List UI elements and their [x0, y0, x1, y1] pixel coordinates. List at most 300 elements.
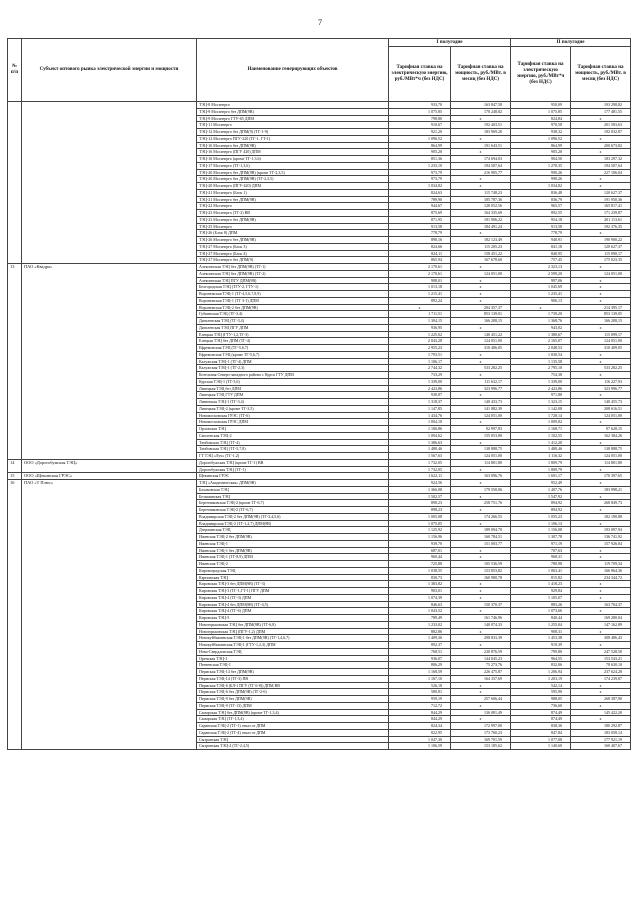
energy-rate-h1: 1 304,15: [389, 318, 451, 325]
power-rate-h2: 214 395,17: [571, 304, 631, 311]
table-row: [8, 480, 631, 487]
power-rate-h1: x: [451, 493, 511, 500]
power-rate-h2: x: [571, 682, 631, 689]
energy-rate-h2: 780,98: [511, 561, 571, 568]
object-name: Дзержинская ТЭЦ: [197, 527, 389, 534]
energy-rate-h2: 1 368,76: [511, 318, 571, 325]
object-name: Владимирская ТЭЦ-2 без ДПМ(9В) (ТГ-3,4,5,6): [197, 513, 389, 520]
energy-rate-h2: 1 339,00: [511, 378, 571, 385]
energy-rate-h1: 733,29: [389, 372, 451, 379]
power-rate-h2: 163 704,37: [571, 601, 631, 608]
energy-rate-h1: 1 106,59: [389, 743, 451, 750]
energy-rate-h1: 1 096,52: [389, 135, 451, 142]
power-rate-h2: x: [571, 324, 631, 331]
power-rate-h1: x: [451, 351, 511, 358]
energy-rate-h1: 2 043,28: [389, 338, 451, 345]
power-rate-h1: 141 882,39: [451, 405, 511, 412]
energy-rate-h1: 910,67: [389, 122, 451, 129]
power-rate-h1: 114 801,80: [451, 459, 511, 466]
object-name: Воронежская ТЭЦ-1 (ТГ-4,5,6,7,8,9): [197, 291, 389, 298]
power-rate-h2: 193 097,94: [571, 527, 631, 534]
energy-rate-h2: 1 077,08: [511, 736, 571, 743]
power-rate-h2: x: [571, 284, 631, 291]
power-rate-h2: 183 297,32: [571, 156, 631, 163]
energy-rate-h1: 898,23: [389, 500, 451, 507]
energy-rate-h2: 950,09: [511, 102, 571, 109]
power-rate-h2: 533 282,25: [571, 365, 631, 372]
object-name: Новокуйбышевская ТЭЦ-1 (ГТУ-1,2,3) ДПМ: [197, 642, 389, 649]
object-name: Орловская ТЭЦ: [197, 426, 389, 433]
energy-rate-h1: 898,23: [389, 507, 451, 514]
object-name: Ефремовская ТЭЦ (кроме ТГ-5,6,7): [197, 351, 389, 358]
energy-rate-h1: 822,95: [389, 729, 451, 736]
power-rate-h1: 173 760,23: [451, 729, 511, 736]
power-rate-h2: x: [571, 716, 631, 723]
power-rate-h1: 853 139,01: [451, 311, 511, 318]
object-name: Алексинская ТЭЦ ПГУ ДПМ(9В): [197, 277, 389, 284]
object-name: Новогорьковская ТЭЦ (ПГУ-1,2) ДПМ: [197, 628, 389, 635]
power-rate-h1: x: [451, 702, 511, 709]
energy-rate-h1: 959,19: [389, 696, 451, 703]
object-name: Новокуйбышевская ТЭЦ-1 без ДПМ(9В) (ТГ-1,4,6,7): [197, 635, 389, 642]
object-name: Дягилевская ТЭЦ ПГУ ДПМ: [197, 324, 389, 331]
power-rate-h2: x: [571, 372, 631, 379]
energy-rate-h1: 921,20: [389, 129, 451, 136]
power-rate-h1: x: [451, 466, 511, 473]
energy-rate-h1: 725,88: [389, 561, 451, 568]
energy-rate-h1: 1 106,17: [389, 358, 451, 365]
energy-rate-h1: 2 170,61: [389, 270, 451, 277]
power-rate-h2: 120 627,37: [571, 189, 631, 196]
energy-rate-h2: 1 412,20: [511, 439, 571, 446]
energy-rate-h2: x: [511, 304, 571, 311]
power-rate-h2: 124 051,00: [571, 453, 631, 460]
energy-rate-h1: 580,81: [389, 689, 451, 696]
energy-rate-h2: 1 102,55: [511, 432, 571, 439]
energy-rate-h2: 542,14: [511, 682, 571, 689]
power-rate-h2: x: [571, 588, 631, 595]
power-rate-h2: 140 455,73: [571, 399, 631, 406]
energy-rate-h1: 1 047,30: [389, 736, 451, 743]
energy-rate-h1: 871,95: [389, 216, 451, 223]
energy-rate-h1: 2 955,23: [389, 345, 451, 352]
power-rate-h2: x: [571, 480, 631, 487]
energy-rate-h1: 1 215,41: [389, 291, 451, 298]
energy-rate-h2: 1 453,38: [511, 635, 571, 642]
energy-rate-h2: 1 045,69: [511, 284, 571, 291]
power-rate-h1: 183 969,20: [451, 129, 511, 136]
energy-rate-h2: 736,60: [511, 702, 571, 709]
row-number: 15: [8, 473, 22, 480]
energy-rate-h2: 2 795,10: [511, 365, 571, 372]
object-name: Липецкая ТЭЦ ГТУ ДПМ: [197, 392, 389, 399]
power-rate-h1: x: [451, 520, 511, 527]
object-name: Пермская ТЭЦ-14 (ТГ-3) ПВ: [197, 675, 389, 682]
power-rate-h2: x: [571, 392, 631, 399]
power-rate-h1: 163 096,76: [451, 473, 511, 480]
power-rate-h1: 179 550,06: [451, 486, 511, 493]
power-rate-h2: x: [571, 702, 631, 709]
energy-rate-h2: 954,18: [511, 216, 571, 223]
object-name: Березниковская ТЭЦ-2 (ТГ-6,7): [197, 507, 389, 514]
energy-rate-h1: 1 004,10: [389, 419, 451, 426]
power-rate-h1: x: [451, 594, 511, 601]
power-rate-h1: 184 491,24: [451, 223, 511, 230]
object-name: Ижевская ТЭЦ-2 без ДПМ(9В): [197, 534, 389, 541]
object-name: Курская ТЭЦ-1 (ТГ-5,6): [197, 378, 389, 385]
energy-rate-h2: 1 009,82: [511, 419, 571, 426]
power-rate-h1: 164 337,69: [451, 675, 511, 682]
power-rate-h1: 170 248,82: [451, 108, 511, 115]
object-name: ТЭЦ-20 Мосэнерго без ДПМ(9В) (ТГ-2,3,5): [197, 176, 389, 183]
object-name: ТЭЦ-27 Мосэнерго (Блок 4): [197, 250, 389, 257]
energy-rate-h1: 1 233,02: [389, 621, 451, 628]
power-rate-h2: 183 998,21: [571, 486, 631, 493]
energy-rate-h2: 906,13: [511, 297, 571, 304]
energy-rate-h1: 824,63: [389, 189, 451, 196]
power-rate-h1: 169 701,59: [451, 736, 511, 743]
header-subject: Субъект оптового рынка электрической энергии и мощности: [22, 39, 197, 102]
power-rate-h1: x: [451, 392, 511, 399]
object-name: Смоленская ТЭЦ-2: [197, 432, 389, 439]
power-rate-h1: 136 081,49: [451, 709, 511, 716]
energy-rate-h2: 815,82: [511, 574, 571, 581]
object-name: Пермская ТЭЦ-9 без ДПМ(9В): [197, 696, 389, 703]
energy-rate-h2: 836,79: [511, 196, 571, 203]
power-rate-h2: 114 801,80: [571, 459, 631, 466]
power-rate-h2: 115 099,17: [571, 331, 631, 338]
energy-rate-h2: 894,92: [511, 500, 571, 507]
energy-rate-h2: 874,49: [511, 709, 571, 716]
energy-rate-h1: 908,01: [389, 277, 451, 284]
power-rate-h1: x: [451, 324, 511, 331]
energy-rate-h2: 836,48: [511, 189, 571, 196]
object-name: ТЭЦ-23 Мосэнерго (ТГ-2) ВВ: [197, 210, 389, 217]
header-no: № п/п: [8, 39, 22, 102]
power-rate-h1: 115 748,23: [451, 189, 511, 196]
object-name: Кировская ТЭЦ-4 без ДПМ(9В) (ТГ-4,5): [197, 601, 389, 608]
power-rate-h2: x: [571, 642, 631, 649]
power-rate-h1: 185 787,36: [451, 196, 511, 203]
table-row: [8, 264, 631, 271]
power-rate-h2: 124 051,00: [571, 338, 631, 345]
energy-rate-h1: 1 075,85: [389, 108, 451, 115]
power-rate-h2: 268 387,90: [571, 696, 631, 703]
power-rate-h2: 237 624,28: [571, 669, 631, 676]
power-rate-h1: x: [451, 284, 511, 291]
energy-rate-h2: 1 140,60: [511, 743, 571, 750]
power-rate-h1: 298 833,39: [451, 635, 511, 642]
power-rate-h2: x: [571, 466, 631, 473]
power-rate-h1: 92 997,83: [451, 426, 511, 433]
power-rate-h1: x: [451, 554, 511, 561]
object-name: Дягилевская ТЭЦ (ТГ-3,4): [197, 318, 389, 325]
object-name: ТЭЦ-16 Мосэнерго (кроме ТГ-1,3,6): [197, 156, 389, 163]
power-rate-h1: x: [451, 183, 511, 190]
power-rate-h1: 310 406,05: [451, 345, 511, 352]
energy-rate-h2: 997,06: [511, 277, 571, 284]
object-name: Кировская ТЭЦ-3 (ТГ-1,ГТ-1) ПГУ ДПМ: [197, 588, 389, 595]
power-rate-h1: x: [451, 277, 511, 284]
subject-name: [22, 102, 197, 264]
energy-rate-h1: 875,69: [389, 210, 451, 217]
object-name: Липецкая ТЭЦ-2 (кроме ТГ-3,5): [197, 405, 389, 412]
energy-rate-h2: 799,80: [511, 648, 571, 655]
power-rate-h2: 310 409,05: [571, 345, 631, 352]
power-rate-h1: x: [451, 176, 511, 183]
object-name: Оренская ТЭЦ-1: [197, 655, 389, 662]
power-rate-h1: x: [451, 358, 511, 365]
power-rate-h2: 200 673,82: [571, 142, 631, 149]
object-name: Пермская ТЭЦ-9 (ТГ-13) ДПМ: [197, 702, 389, 709]
power-rate-h2: 247 528,50: [571, 648, 631, 655]
power-rate-h1: 191 643,51: [451, 142, 511, 149]
power-rate-h1: 164 335,69: [451, 210, 511, 217]
subject-name: ООО «Щекинская ГРЭС»: [22, 473, 197, 480]
power-rate-h1: 105 536,59: [451, 561, 511, 568]
object-name: ТЭЦ-11 Мосэнерго: [197, 122, 389, 129]
energy-rate-h1: 789,49: [389, 615, 451, 622]
power-rate-h1: 75 273,76: [451, 662, 511, 669]
object-name: Новомосковская ГРЭС (ТГ-6): [197, 412, 389, 419]
energy-rate-h2: 938,32: [511, 129, 571, 136]
power-rate-h1: x: [451, 547, 511, 554]
energy-rate-h1: 882,86: [389, 628, 451, 635]
energy-rate-h2: 1 096,52: [511, 135, 571, 142]
energy-rate-h2: 1 206,94: [511, 669, 571, 676]
object-name: Ново-Свердловская ТЭЦ: [197, 648, 389, 655]
energy-rate-h1: 1 434,76: [389, 412, 451, 419]
object-name: Кировская ТЭЦ-3 без ДПМ(9В) (ТГ-3): [197, 581, 389, 588]
energy-rate-h1: 973,79: [389, 169, 451, 176]
energy-rate-h2: 841,18: [511, 243, 571, 250]
energy-rate-h1: 2 423,86: [389, 385, 451, 392]
power-rate-h1: x: [451, 507, 511, 514]
power-rate-h1: 216 905,77: [451, 169, 511, 176]
energy-rate-h2: 1 135,58: [511, 358, 571, 365]
energy-rate-h2: 2 165,07: [511, 338, 571, 345]
power-rate-h1: 160 784,51: [451, 534, 511, 541]
energy-rate-h1: 1 225,02: [389, 331, 451, 338]
row-number: 13: [8, 264, 22, 460]
energy-rate-h2: 929,84: [511, 588, 571, 595]
object-name: ТЭЦ-20 Мосэнерго без ДПМ(9В) (кроме ТГ-2,3,5): [197, 169, 389, 176]
power-rate-h2: 180 292,87: [571, 723, 631, 730]
object-name: ТЭЦ-27 Мосэнерго (Блок 3): [197, 243, 389, 250]
object-name: Елецкая ТЭЦ без ДПМ (ТГ-4): [197, 338, 389, 345]
object-name: Тамбовская ТЭЦ (ТГ-5,7,8): [197, 446, 389, 453]
power-rate-h1: 153 185,62: [451, 743, 511, 750]
energy-rate-h2: 1 809,79: [511, 459, 571, 466]
object-name: Воронежская ТЭЦ-2 без ДПМ(9В): [197, 304, 389, 311]
power-rate-h2: 166 208,15: [571, 318, 631, 325]
object-name: ТЭЦ-16 Мосэнерго без ДПМ(9В): [197, 142, 389, 149]
energy-rate-h1: 798,80: [389, 115, 451, 122]
subject-name: ПАО «Квадра»: [22, 264, 197, 460]
object-name: Саранская ТЭЦ-2 (ТГ-1) отказ от ДПМ: [197, 723, 389, 730]
object-name: ТЭЦ-9 Мосэнерго без ДПМ(9В): [197, 108, 389, 115]
power-rate-h2: 193 298,82: [571, 102, 631, 109]
object-name: Пермская ТЭЦ-6 без ДПМ(9В) (ТГ-2-6): [197, 689, 389, 696]
energy-rate-h1: 938,87: [389, 392, 451, 399]
power-rate-h1: 151 003,77: [451, 540, 511, 547]
object-name: Пермская ТЭЦ-14 без ДПМ(9В): [197, 669, 389, 676]
object-name: Сызранская ТЭЦ: [197, 736, 389, 743]
energy-rate-h1: 1 233,10: [389, 162, 451, 169]
power-rate-h2: x: [571, 520, 631, 527]
energy-rate-h2: 1 235,41: [511, 291, 571, 298]
object-name: Ижевская ТЭЦ-1: [197, 540, 389, 547]
object-name: Ижевская ТЭЦ-1 (ТГ-8,9) ДПМ: [197, 554, 389, 561]
object-name: Белгородская ТЭЦ (ТГУ-2, ГТУ-1): [197, 284, 389, 291]
energy-rate-h1: 778,79: [389, 230, 451, 237]
energy-rate-h2: 1 116,32: [511, 453, 571, 460]
object-name: Саранская ТЭЦ-2 (ТГ-4) отказ от ДПМ: [197, 729, 389, 736]
power-rate-h2: 119 709,34: [571, 561, 631, 568]
energy-rate-h1: 939,70: [389, 540, 451, 547]
energy-rate-h1: 1 409,36: [389, 635, 451, 642]
object-name: Новомосковская ГРЭС ДПМ: [197, 419, 389, 426]
power-rate-h1: 194 507,64: [451, 162, 511, 169]
energy-rate-h2: 1 156,08: [511, 527, 571, 534]
energy-rate-h2: 1 073,66: [511, 608, 571, 615]
energy-rate-h2: 832,06: [511, 662, 571, 669]
energy-rate-h2: 1 106,13: [511, 520, 571, 527]
energy-rate-h2: 968,31: [511, 554, 571, 561]
power-rate-h2: 116 227,93: [571, 378, 631, 385]
power-rate-h2: 308 486,43: [571, 635, 631, 642]
power-rate-h1: 192 403,51: [451, 122, 511, 129]
power-rate-h1: 182 123,49: [451, 237, 511, 244]
energy-rate-h1: 1 125,92: [389, 527, 451, 534]
power-rate-h1: 257 606,44: [451, 696, 511, 703]
energy-rate-h1: 933,70: [389, 102, 451, 109]
power-rate-h1: 140 074,33: [451, 621, 511, 628]
energy-rate-h1: 924,56: [389, 480, 451, 487]
power-rate-h2: 177 921,19: [571, 736, 631, 743]
object-name: Воронежская ТЭЦ-1 (ТГ 3-1) ДПМ: [197, 297, 389, 304]
energy-rate-h1: 1 622,11: [389, 473, 451, 480]
row-number: 14: [8, 459, 22, 473]
object-name: Владимирская ТЭЦ-2 (ТГ-1,2,7) ДПМ(9В): [197, 520, 389, 527]
energy-rate-h2: 1 203,19: [511, 675, 571, 682]
power-rate-h1: x: [451, 264, 511, 271]
power-rate-h2: x: [571, 176, 631, 183]
energy-rate-h2: 824,84: [511, 115, 571, 122]
energy-rate-h2: 1 168,71: [511, 426, 571, 433]
power-rate-h1: x: [451, 135, 511, 142]
power-rate-h1: x: [451, 230, 511, 237]
table-row: [8, 102, 631, 109]
power-rate-h1: x: [451, 291, 511, 298]
object-name: Балаковская ТЭЦ: [197, 486, 389, 493]
energy-rate-h2: 990,26: [511, 176, 571, 183]
energy-rate-h2: 707,63: [511, 547, 571, 554]
power-rate-h2: 157 926,04: [571, 540, 631, 547]
power-rate-h2: 171 239,87: [571, 210, 631, 217]
energy-rate-h1: 1 168,59: [389, 669, 451, 676]
power-rate-h1: 158 451,22: [451, 250, 511, 257]
power-rate-h2: x: [571, 277, 631, 284]
energy-rate-h2: 965,57: [511, 203, 571, 210]
power-rate-h2: x: [571, 594, 631, 601]
energy-rate-h1: 1 147,85: [389, 405, 451, 412]
energy-rate-h2: 913,58: [511, 223, 571, 230]
power-rate-h1: 138 888,75: [451, 446, 511, 453]
power-rate-h1: 163 847,58: [451, 102, 511, 109]
energy-rate-h1: 1 366,08: [389, 486, 451, 493]
object-name: Ижевская ТЭЦ-2: [197, 561, 389, 568]
energy-rate-h1: 846,63: [389, 601, 451, 608]
power-rate-h2: 234 344,72: [571, 574, 631, 581]
power-rate-h1: 128 052,56: [451, 203, 511, 210]
energy-rate-h2: 754,38: [511, 372, 571, 379]
power-rate-h2: x: [571, 135, 631, 142]
energy-rate-h2: 883,26: [511, 601, 571, 608]
energy-rate-h2: 971,88: [511, 392, 571, 399]
object-name: Безымянская ТЭЦ: [197, 493, 389, 500]
power-rate-h2: 182 190,88: [571, 513, 631, 520]
power-rate-h2: x: [571, 439, 631, 446]
energy-rate-h1: 973,79: [389, 176, 451, 183]
energy-rate-h2: 990,26: [511, 169, 571, 176]
power-rate-h2: 192 376,35: [571, 223, 631, 230]
power-rate-h1: x: [451, 115, 511, 122]
object-name: Щекинская ГРЭС: [197, 473, 389, 480]
power-rate-h1: x: [451, 608, 511, 615]
energy-rate-h1: 830,73: [389, 574, 451, 581]
power-rate-h1: x: [451, 439, 511, 446]
energy-rate-h1: 1 074,39: [389, 594, 451, 601]
object-name: ТЭЦ «Академическая» ДПМ(9В): [197, 480, 389, 487]
energy-rate-h2: 970,58: [511, 122, 571, 129]
energy-rate-h1: 892,24: [389, 297, 451, 304]
energy-rate-h2: 1 407,76: [511, 486, 571, 493]
object-name: Ефремовская ТЭЦ (ТГ-5,6,7): [197, 345, 389, 352]
power-rate-h2: 853 139,05: [571, 311, 631, 318]
page-number: 7: [318, 18, 322, 27]
power-rate-h1: 167 678,60: [451, 257, 511, 264]
table-row: [8, 459, 631, 466]
power-rate-h1: x: [451, 628, 511, 635]
object-name: ТЭЦ-16 Мосэнерго (ПГУ 420) ДПМ: [197, 149, 389, 156]
power-rate-h2: x: [571, 507, 631, 514]
energy-rate-h2: 1 480,46: [511, 446, 571, 453]
energy-rate-h1: 824,66: [389, 243, 451, 250]
energy-rate-h1: 768,51: [389, 648, 451, 655]
energy-rate-h1: 687,01: [389, 547, 451, 554]
object-name: Самарская ТЭЦ без ДПМ(9В) (кроме ТГ-1,3,4): [197, 709, 389, 716]
object-name: ТЭЦ-9 Мосэнерго ГТУ-65 ДПМ: [197, 115, 389, 122]
power-rate-h2: 191 950,36: [571, 196, 631, 203]
power-rate-h1: 166 208,15: [451, 318, 511, 325]
power-rate-h2: x: [571, 554, 631, 561]
energy-rate-h1: 1 043,52: [389, 608, 451, 615]
power-rate-h1: 150 370,37: [451, 601, 511, 608]
energy-rate-h1: 936,95: [389, 324, 451, 331]
power-rate-h2: 174 239,87: [571, 675, 631, 682]
power-rate-h2: x: [571, 358, 631, 365]
header-energy-h1: Тарифная ставка на электрическую энергию, руб./МВт*ч (без НДС): [389, 47, 451, 102]
power-rate-h1: 140 433,73: [451, 399, 511, 406]
power-rate-h2: 145 422,20: [571, 709, 631, 716]
energy-rate-h2: 864,99: [511, 142, 571, 149]
power-rate-h2: x: [571, 628, 631, 635]
energy-rate-h1: 2 170,61: [389, 264, 451, 271]
power-rate-h1: 144 045,23: [451, 655, 511, 662]
energy-rate-h2: 943,02: [511, 324, 571, 331]
energy-rate-h1: 890,16: [389, 237, 451, 244]
